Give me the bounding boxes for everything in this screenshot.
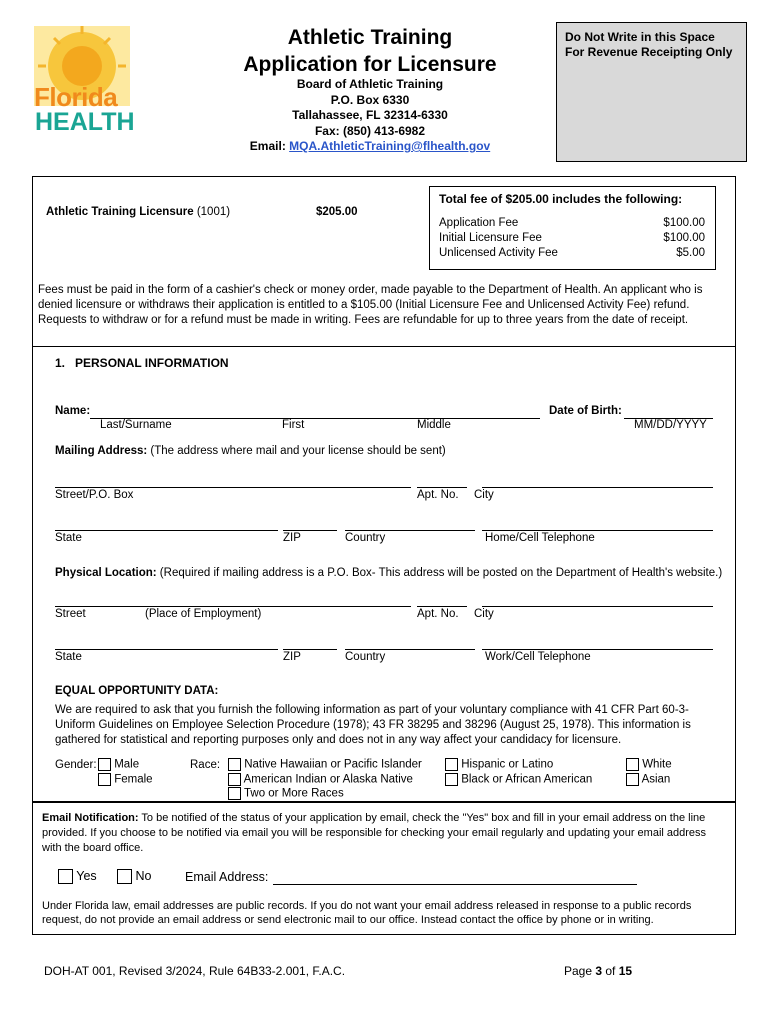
- american-indian-label: American Indian or Alaska Native: [243, 773, 413, 786]
- po-box: P.O. Box 6330: [330, 92, 410, 107]
- native-hawaiian-label: Native Hawaiian or Pacific Islander: [244, 758, 422, 771]
- white-label: White: [642, 758, 672, 771]
- black-checkbox[interactable]: [445, 773, 458, 786]
- name-label: Name:: [55, 405, 91, 417]
- physical-street-line[interactable]: [55, 606, 411, 607]
- mailing-country-line[interactable]: [345, 530, 475, 531]
- race-white-option[interactable]: [626, 758, 672, 771]
- yes-checkbox[interactable]: [58, 869, 73, 884]
- revenue-receipting-box: [556, 22, 747, 162]
- physical-city-line[interactable]: [482, 606, 713, 607]
- page-prefix: Page: [564, 964, 596, 978]
- physical-note: (Required if mailing address is a P.O. Box- This address will be posted on the Department of Health's website.): [156, 567, 723, 579]
- female-label: Female: [114, 773, 153, 786]
- race-native-hawaiian-option[interactable]: [228, 758, 422, 771]
- no-label: No: [135, 869, 152, 883]
- fee-notice: Fees must be paid in the form of a cashier's check or money order, made payable to the Department of Health. An applicant who is denied licensure or withdraws their application is entitled to a $105.00 (Initial Licensure Fee and Unlicensed Activity Fee) refund. Requests to withdraw or for a refund must be made in writing. Fees are refundable for up to three years from the date of receipt.: [38, 284, 703, 326]
- logo-florida-text: Florida: [34, 82, 118, 112]
- form-id: DOH-AT 001, Revised 3/2024, Rule 64B33-2.001, F.A.C.: [44, 964, 346, 978]
- race-asian-option[interactable]: [626, 773, 670, 786]
- first-name-label: First: [282, 419, 305, 431]
- fee-items-list: [439, 216, 705, 261]
- email-address-line[interactable]: [273, 884, 637, 885]
- eeo-title: EQUAL OPPORTUNITY DATA:: [55, 685, 219, 697]
- mailing-city-line[interactable]: [482, 487, 713, 488]
- fee-item: [439, 246, 705, 261]
- country-label: Country: [345, 532, 386, 544]
- public-records-notice: Under Florida law, email addresses are public records. If you do not want your email address released in response to a public records request, do not provide an email address or send electronic mail to our office. Instead contact the office by phone or in writing.: [42, 900, 692, 926]
- fee-item-label: Application Fee: [439, 217, 519, 229]
- asian-label: Asian: [641, 773, 671, 786]
- mailing-apt-line[interactable]: [417, 487, 467, 488]
- mailing-note: (The address where mail and your license should be sent): [147, 445, 446, 457]
- physical-location-heading: [55, 567, 722, 579]
- page-of: of: [602, 964, 619, 978]
- page-title: [190, 24, 550, 78]
- city-address: Tallahassee, FL 32314-6330: [292, 108, 448, 122]
- physical-city-label: City: [474, 608, 494, 620]
- dob-label: Date of Birth:: [549, 405, 622, 417]
- dob-format-label: MM/DD/YYYY: [634, 419, 707, 431]
- email-label: Email:: [249, 139, 290, 153]
- female-checkbox[interactable]: [98, 773, 111, 786]
- physical-apt-label: Apt. No.: [417, 608, 459, 620]
- black-label: Black or African American: [461, 773, 593, 786]
- license-name: Athletic Training Licensure: [46, 206, 194, 218]
- email-notification-label: Email Notification:: [42, 812, 139, 824]
- street-po-label: Street/P.O. Box: [55, 489, 134, 501]
- middle-name-label: Middle: [417, 419, 451, 431]
- work-phone-label: Work/Cell Telephone: [485, 651, 591, 663]
- race-american-indian-option[interactable]: [228, 773, 413, 786]
- race-two-or-more-option[interactable]: [228, 787, 344, 800]
- race-hispanic-option[interactable]: [445, 758, 553, 771]
- mailing-zip-line[interactable]: [283, 530, 337, 531]
- fax-number: Fax: (850) 413-6982: [314, 123, 426, 138]
- board-email-link[interactable]: MQA.AthleticTraining@flhealth.gov: [289, 139, 491, 153]
- physical-apt-line[interactable]: [417, 606, 467, 607]
- physical-state-line[interactable]: [55, 649, 278, 650]
- physical-country-line[interactable]: [345, 649, 475, 650]
- license-amount: $205.00: [316, 206, 358, 218]
- no-checkbox[interactable]: [117, 869, 132, 884]
- male-checkbox[interactable]: [98, 758, 111, 771]
- fee-item: [439, 216, 705, 231]
- american-indian-checkbox[interactable]: [228, 773, 241, 786]
- board-contact-info: [190, 77, 550, 155]
- physical-state-label: State: [55, 651, 82, 663]
- apt-label: Apt. No.: [417, 489, 459, 501]
- two-or-more-label: Two or More Races: [244, 787, 344, 800]
- yes-label: Yes: [76, 869, 97, 883]
- physical-street-label: Street: [55, 608, 86, 620]
- fee-item: [439, 231, 705, 246]
- license-code: (1001): [196, 206, 231, 218]
- place-of-employment-label: (Place of Employment): [145, 608, 262, 620]
- page-current: 3: [595, 964, 603, 978]
- title-line-1: Athletic Training: [287, 26, 453, 49]
- email-line: [190, 139, 550, 155]
- eeo-text: We are required to ask that you furnish the following information as part of your voluntary compliance with 41 CFR Part 60-3-Uniform Guidelines on Employee Selection Procedure (1978); 43 FR 38295 and 38296 (August 25, 1978). This information is gathered for statistical and reporting purposes only and does not in any way affect your candidacy for licensure.: [55, 704, 691, 746]
- fee-item-label: Unlicensed Activity Fee: [439, 247, 558, 259]
- email-address-label: Email Address:: [185, 870, 269, 884]
- race-label: Race:: [190, 759, 221, 771]
- mailing-street-line[interactable]: [55, 487, 411, 488]
- gender-female-option[interactable]: [98, 773, 153, 786]
- title-line-2: Application for Licensure: [243, 53, 497, 76]
- revenue-line-1: Do Not Write in this Space: [565, 30, 715, 44]
- revenue-line-2: For Revenue Receipting Only: [565, 45, 733, 59]
- fee-item-label: Initial Licensure Fee: [439, 232, 542, 244]
- race-black-option[interactable]: [445, 773, 592, 786]
- page-total: 15: [618, 964, 633, 978]
- city-label: City: [474, 489, 494, 501]
- asian-checkbox[interactable]: [626, 773, 639, 786]
- work-phone-line[interactable]: [482, 649, 713, 650]
- mailing-state-line[interactable]: [55, 530, 278, 531]
- fee-item-amount: $100.00: [663, 232, 705, 244]
- email-no-option[interactable]: [117, 869, 151, 884]
- gender-male-option[interactable]: [98, 758, 139, 771]
- logo-health-text: HEALTH: [35, 108, 135, 136]
- last-surname-label: Last/Surname: [100, 419, 172, 431]
- native-hawaiian-checkbox[interactable]: [228, 758, 241, 771]
- white-checkbox[interactable]: [626, 758, 639, 771]
- physical-country-label: Country: [345, 651, 386, 663]
- state-label: State: [55, 532, 82, 544]
- email-notification-text: [42, 811, 722, 856]
- fee-item-amount: $100.00: [663, 217, 705, 229]
- physical-zip-line[interactable]: [283, 649, 337, 650]
- page-number: [564, 964, 632, 978]
- section-title: 1. PERSONAL INFORMATION: [55, 356, 229, 370]
- home-phone-line[interactable]: [482, 530, 713, 531]
- physical-label: Physical Location:: [55, 567, 157, 579]
- mailing-label: Mailing Address:: [55, 445, 148, 457]
- gender-label: Gender:: [55, 759, 97, 771]
- license-type: [46, 206, 230, 218]
- zip-label: ZIP: [283, 532, 301, 544]
- hispanic-label: Hispanic or Latino: [461, 758, 554, 771]
- email-yes-option[interactable]: [58, 869, 97, 884]
- mailing-address-heading: [55, 445, 446, 457]
- home-phone-label: Home/Cell Telephone: [485, 532, 595, 544]
- fee-item-amount: $5.00: [676, 247, 705, 259]
- hispanic-checkbox[interactable]: [445, 758, 458, 771]
- fee-total-heading: Total fee of $205.00 includes the following:: [439, 192, 683, 206]
- florida-health-logo: [34, 26, 135, 136]
- two-or-more-checkbox[interactable]: [228, 787, 241, 800]
- physical-zip-label: ZIP: [283, 651, 301, 663]
- male-label: Male: [114, 758, 140, 771]
- email-notification-body: To be notified of the status of your application by email, check the "Yes" box and fill in your email address on the line provided. If you choose to be notified via email you will be responsible for checking your email regularly and updating your email address with the board office.: [42, 812, 707, 854]
- board-name: Board of Athletic Training: [296, 77, 444, 91]
